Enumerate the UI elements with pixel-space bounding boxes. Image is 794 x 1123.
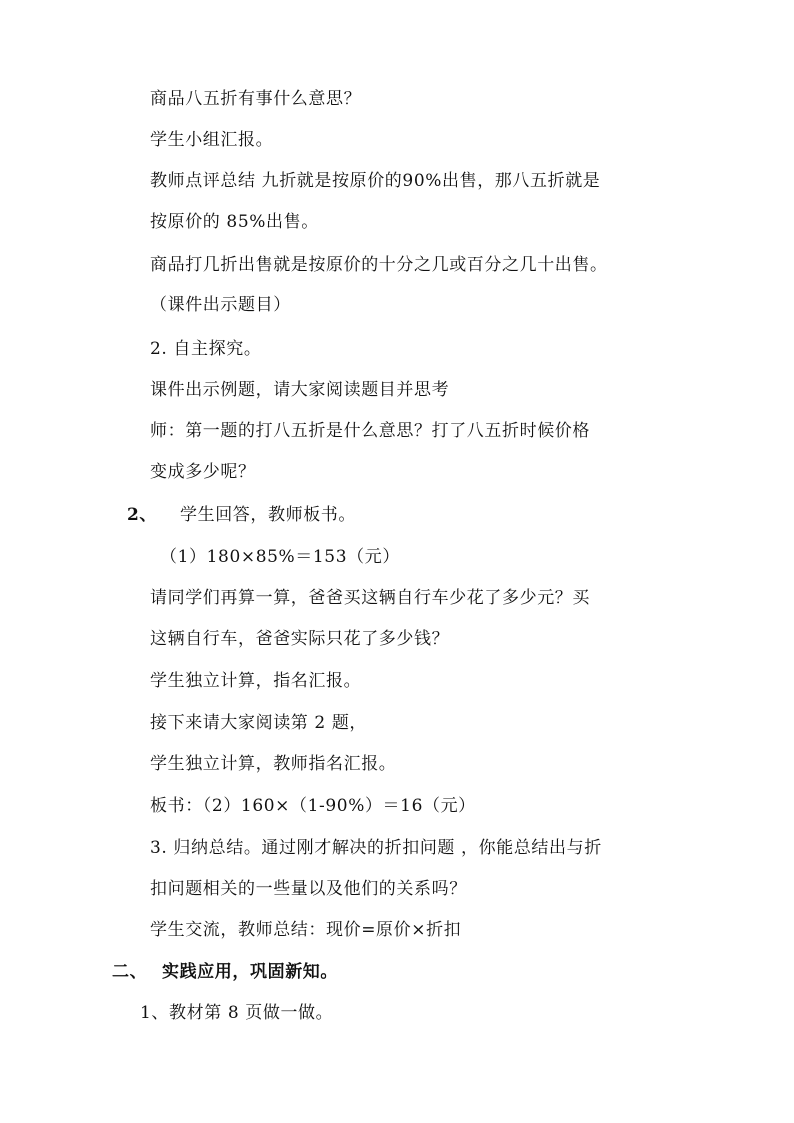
list-number: 2、: [127, 505, 158, 525]
paragraph-line: 学生独立计算，指名汇报。: [150, 671, 362, 691]
paragraph-line: 师：第一题的打八五折是什么意思？打了八五折时候价格: [150, 421, 590, 441]
paragraph-line: 接下来请大家阅读第 2 题，: [150, 713, 368, 733]
section-number: 二、: [112, 962, 148, 982]
formula-line: （1）180×85%＝153（元）: [160, 547, 400, 567]
paragraph-line: 扣问题相关的一些量以及他们的关系吗？: [150, 879, 467, 899]
paragraph-line: 学生回答，教师板书。: [180, 505, 356, 525]
paragraph-line: （课件出示题目）: [150, 295, 291, 315]
paragraph-line: 商品八五折有事什么意思？: [150, 89, 362, 109]
paragraph-line: 课件出示例题，请大家阅读题目并思考: [150, 380, 450, 400]
paragraph-line: 变成多少呢？: [150, 462, 256, 482]
paragraph-line: 请同学们再算一算，爸爸买这辆自行车少花了多少元？买: [150, 588, 590, 608]
paragraph-line: 学生独立计算，教师指名汇报。: [150, 754, 397, 774]
paragraph-line: 1、教材第 8 页做一做。: [140, 1003, 334, 1023]
paragraph-line: 商品打几折出售就是按原价的十分之几或百分之几十出售。: [150, 255, 608, 275]
paragraph-line: 2. 自主探究。: [150, 339, 262, 359]
section-heading: 实践应用，巩固新知。: [162, 962, 338, 982]
paragraph-line: 3. 归纳总结。通过刚才解决的折扣问题 ，你能总结出与折: [150, 838, 602, 858]
paragraph-line: 学生交流，教师总结：现价=原价×折扣: [150, 920, 462, 940]
paragraph-line: 学生小组汇报。: [150, 130, 274, 150]
paragraph-line: 这辆自行车，爸爸实际只花了多少钱？: [150, 629, 450, 649]
paragraph-line: 按原价的 85%出售。: [150, 212, 319, 232]
formula-line: 板书：（2）160×（1-90%）＝16（元）: [150, 796, 476, 816]
paragraph-line: 教师点评总结 九折就是按原价的90%出售，那八五折就是: [150, 171, 601, 191]
